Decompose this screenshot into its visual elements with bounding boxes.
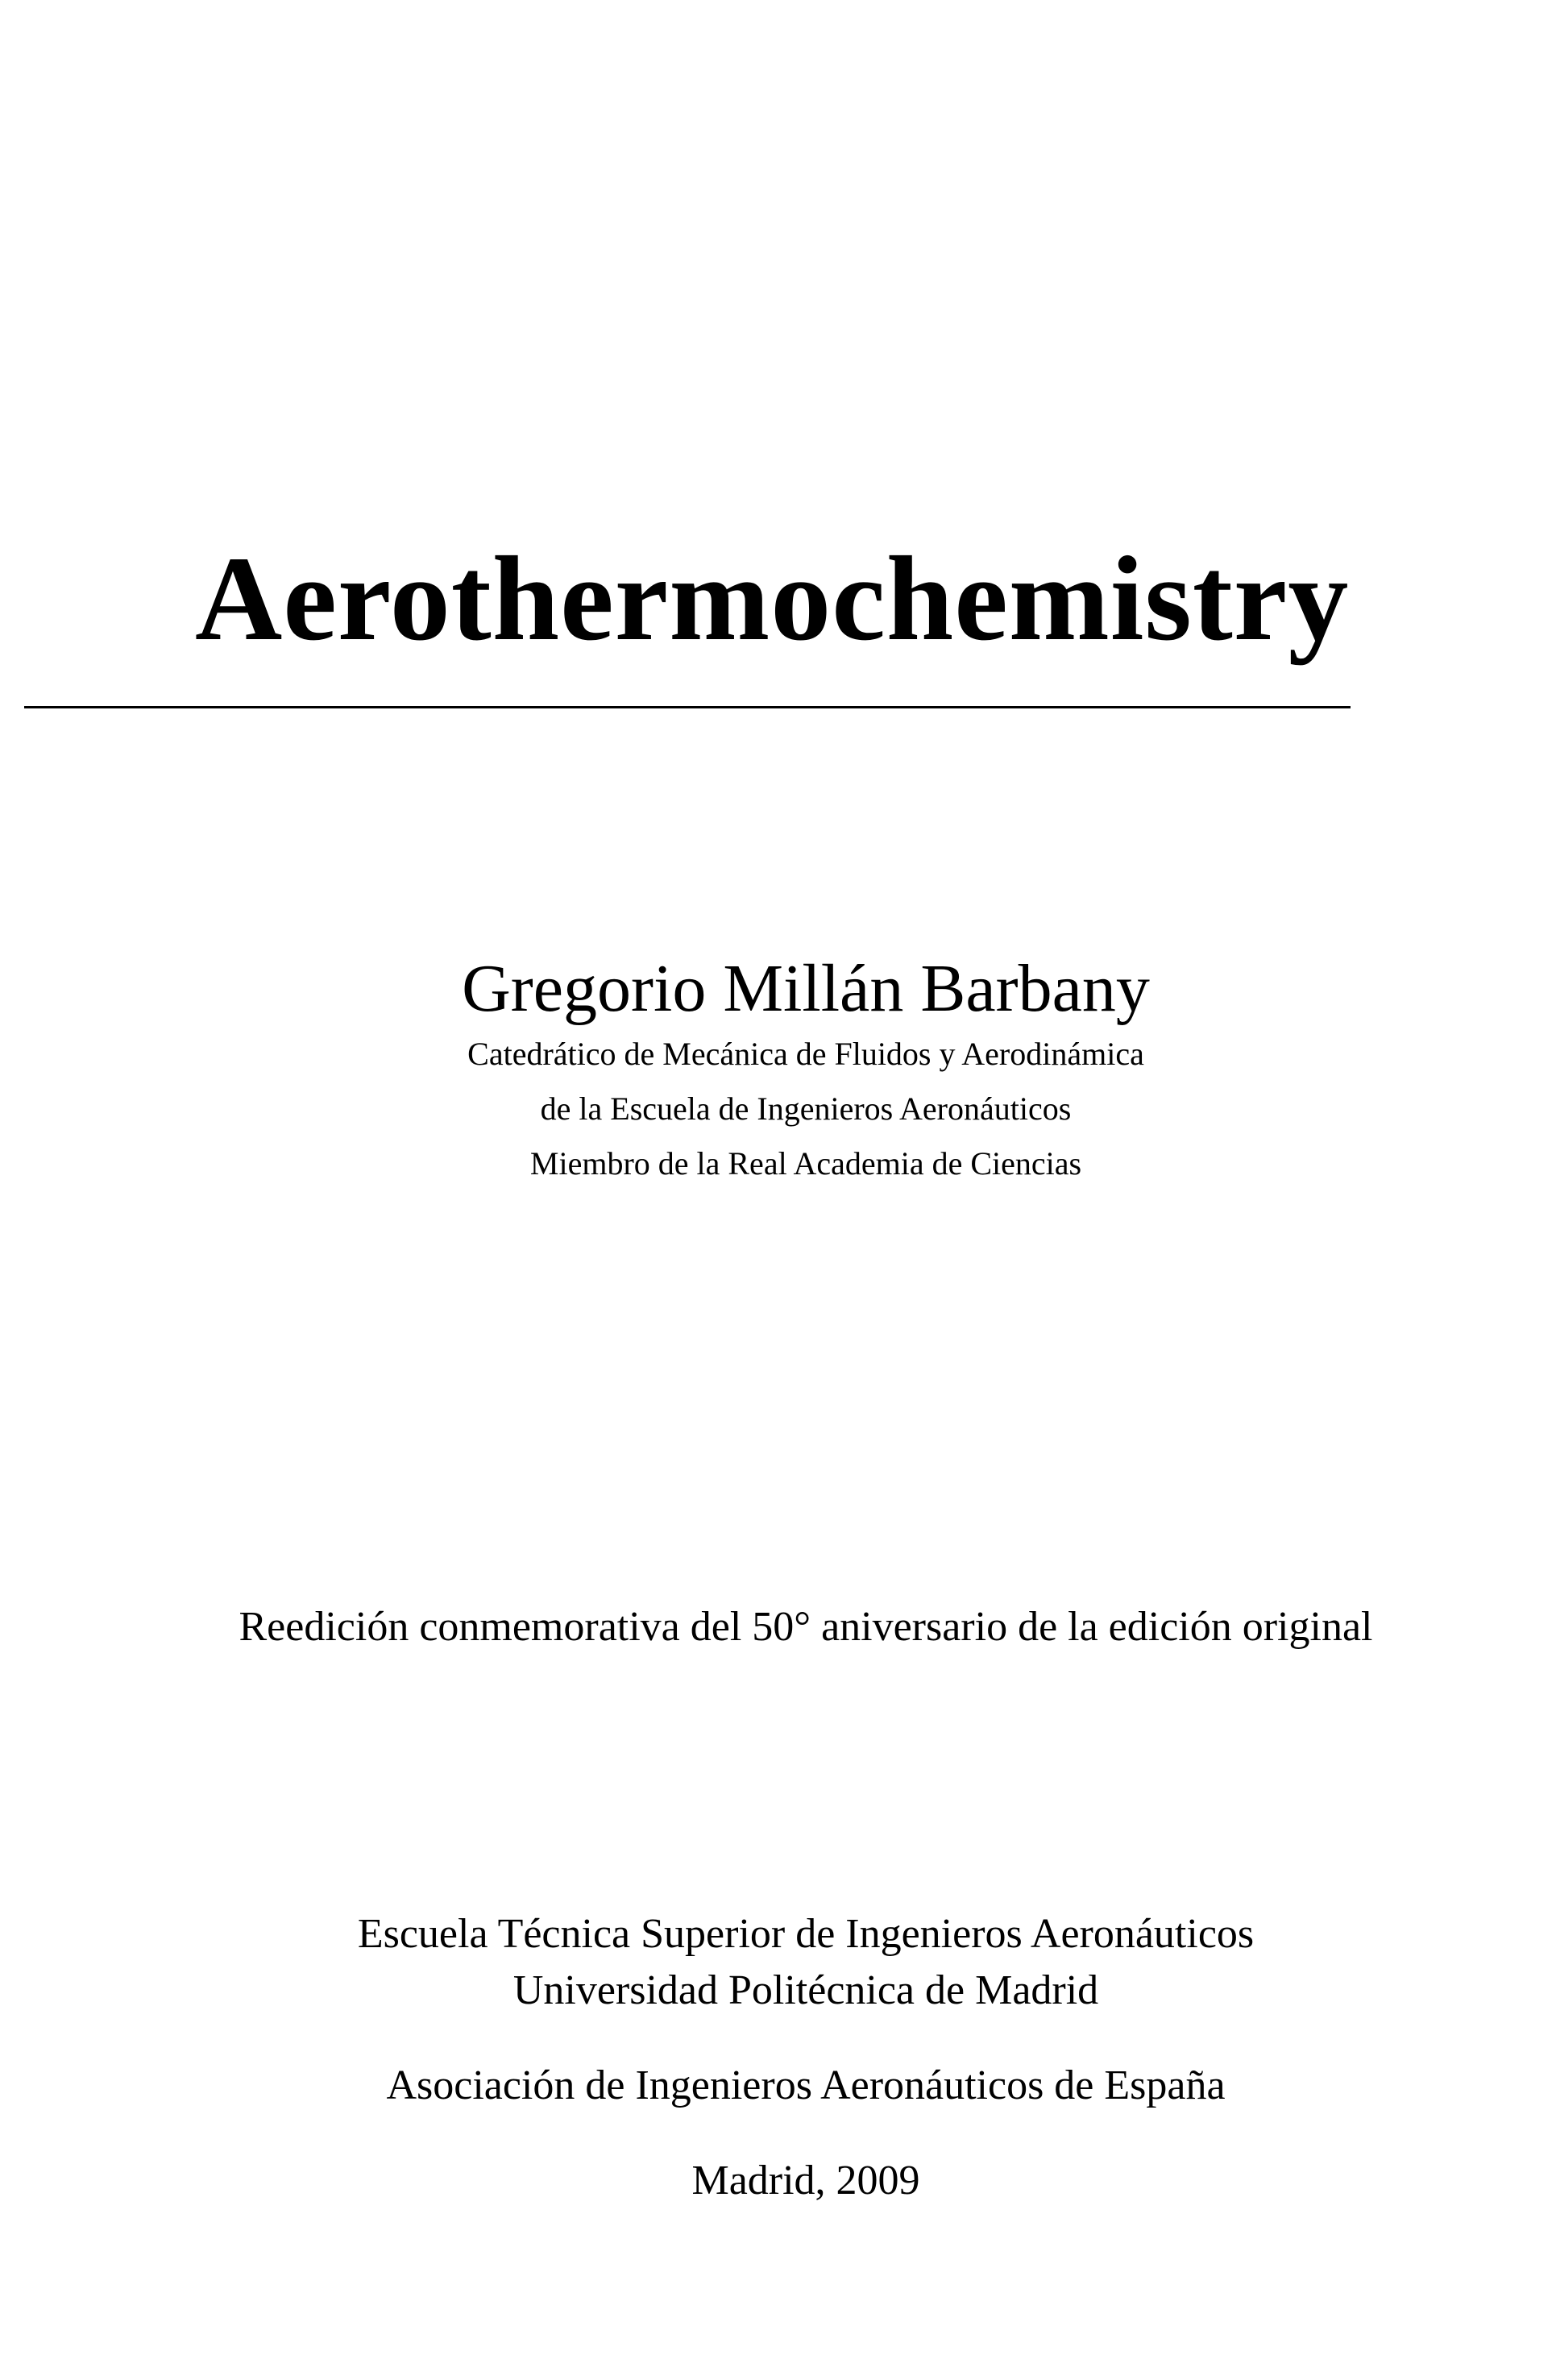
- author-role: de la Escuela de Ingenieros Aeronáuticos: [540, 1090, 1072, 1128]
- author-role: Miembro de la Real Academia de Ciencias: [529, 1145, 1082, 1182]
- title-rule: [24, 706, 1351, 708]
- spacer: [242, 2114, 1370, 2153]
- spacer: [242, 2019, 1370, 2058]
- publisher-block: [242, 1906, 1370, 2209]
- author-role: Catedrático de Mecánica de Fluidos y Aerodinámica: [467, 1036, 1144, 1073]
- publication-place-date: Madrid, 2009: [691, 2158, 920, 2203]
- author-name: Gregorio Millán Barbany: [462, 951, 1150, 1026]
- publisher-institution-line: Universidad Politécnica de Madrid: [512, 1967, 1099, 2013]
- publisher-institution-line: Escuela Técnica Superior de Ingenieros Aeronáuticos: [357, 1911, 1255, 1957]
- author-block: [322, 951, 1289, 1191]
- book-title: Aerothermochemistry: [195, 532, 1350, 666]
- edition-note: Reedición conmemorativa del 50° aniversario de la edición original: [239, 1604, 1373, 1650]
- publisher-association: Asociación de Ingenieros Aeronáuticos de España: [386, 2062, 1226, 2108]
